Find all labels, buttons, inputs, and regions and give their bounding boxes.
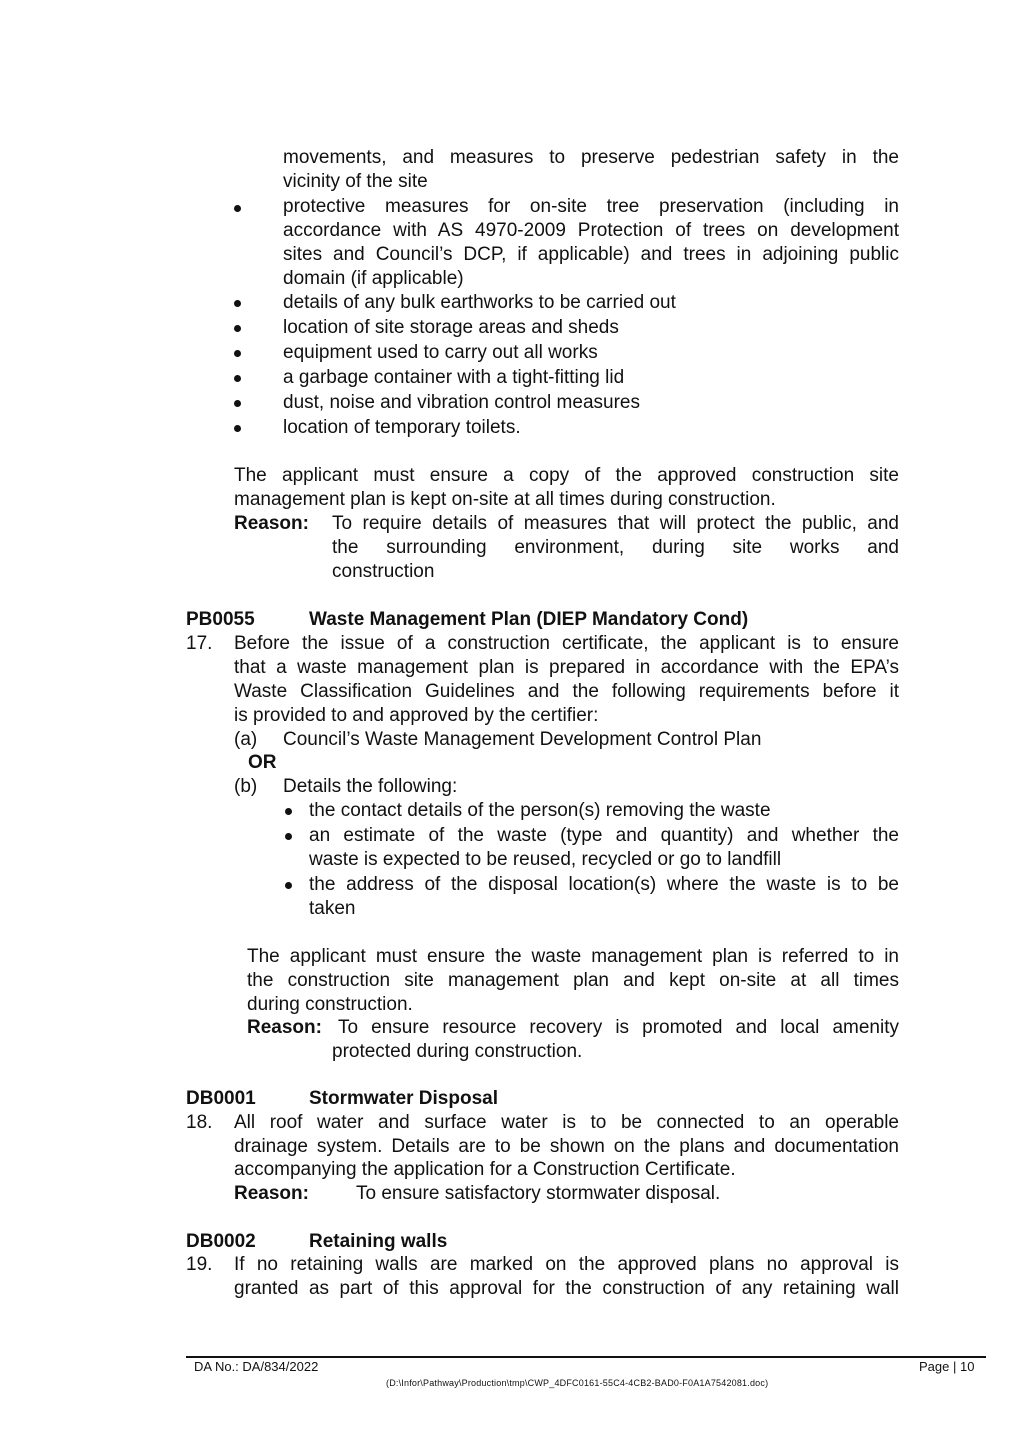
- paragraph-line: is provided to and approved by the certifier:: [234, 705, 599, 726]
- sub-item-text: Council’s Waste Management Development Control Plan: [283, 729, 762, 750]
- condition-code: DB0001: [186, 1088, 256, 1109]
- reason-text: the surrounding environment, during site works and: [332, 537, 899, 558]
- intro-line: vicinity of the site: [283, 171, 428, 192]
- condition-number: 18.: [186, 1112, 213, 1133]
- condition-title: Waste Management Plan (DIEP Mandatory Cond): [309, 609, 749, 630]
- reason-text: To ensure resource recovery is promoted and local amenity: [338, 1017, 899, 1038]
- list-item-text: waste is expected to be reused, recycled or go to landfill: [309, 849, 782, 870]
- paragraph-line: If no retaining walls are marked on the approved plans no approval is: [234, 1254, 899, 1275]
- footer-page-number: Page | 10: [919, 1359, 975, 1374]
- condition-number: 19.: [186, 1254, 213, 1275]
- list-item-text: accordance with AS 4970-2009 Protection of trees on development: [283, 220, 899, 241]
- bullet-icon: [234, 375, 241, 382]
- paragraph-line: The applicant must ensure a copy of the approved construction site: [234, 465, 899, 486]
- reason-text: protected during construction.: [332, 1041, 583, 1062]
- sub-item-label: (a): [234, 729, 258, 750]
- paragraph-line: drainage system. Details are to be shown on the plans and documentation: [234, 1136, 899, 1157]
- bullet-icon: [234, 325, 241, 332]
- paragraph-line: accompanying the application for a Construction Certificate.: [234, 1159, 736, 1180]
- bullet-icon: [285, 808, 292, 815]
- footer-file-path: (D:\Infor\Pathway\Production\tmp\CWP_4DFC0161-55C4-4CB2-BAD0-F0A1A7542081.doc): [386, 1378, 769, 1388]
- list-item-text: sites and Council’s DCP, if applicable) and trees in adjoining public: [283, 244, 899, 265]
- bullet-icon: [285, 833, 292, 840]
- condition-number: 17.: [186, 633, 213, 654]
- list-item-text: taken: [309, 898, 356, 919]
- footer-da-number: DA No.: DA/834/2022: [194, 1359, 319, 1374]
- footer-divider: [186, 1356, 986, 1358]
- paragraph-line: during construction.: [247, 994, 413, 1015]
- list-item-text: location of temporary toilets.: [283, 417, 521, 438]
- bullet-icon: [234, 400, 241, 407]
- list-item-text: details of any bulk earthworks to be carried out: [283, 292, 676, 313]
- sub-item-text: Details the following:: [283, 776, 458, 797]
- condition-title: Retaining walls: [309, 1231, 448, 1252]
- bullet-icon: [234, 205, 241, 212]
- paragraph-line: The applicant must ensure the waste management plan is referred to in: [247, 946, 899, 967]
- list-item-text: equipment used to carry out all works: [283, 342, 598, 363]
- reason-label: Reason:: [234, 1183, 309, 1204]
- paragraph-line: All roof water and surface water is to be connected to an operable: [234, 1112, 899, 1133]
- bullet-icon: [234, 350, 241, 357]
- paragraph-line: Before the issue of a construction certificate, the applicant is to ensure: [234, 633, 899, 654]
- reason-label: Reason:: [234, 513, 309, 534]
- sub-item-label: (b): [234, 776, 258, 797]
- bullet-icon: [234, 425, 241, 432]
- reason-label: Reason:: [247, 1017, 322, 1038]
- list-item-text: dust, noise and vibration control measures: [283, 392, 640, 413]
- paragraph-line: the construction site management plan and kept on-site at all times: [247, 970, 899, 991]
- or-label: OR: [248, 752, 277, 773]
- bullet-icon: [234, 300, 241, 307]
- paragraph-line: Waste Classification Guidelines and the following requirements before it: [234, 681, 899, 702]
- list-item-text: the address of the disposal location(s) where the waste is to be: [309, 874, 899, 895]
- list-item-text: location of site storage areas and sheds: [283, 317, 619, 338]
- condition-title: Stormwater Disposal: [309, 1088, 498, 1109]
- condition-code: PB0055: [186, 609, 255, 630]
- list-item-text: protective measures for on-site tree preservation (including in: [283, 196, 899, 217]
- paragraph-line: that a waste management plan is prepared in accordance with the EPA’s: [234, 657, 899, 678]
- reason-text: To require details of measures that will protect the public, and: [332, 513, 899, 534]
- list-item-text: an estimate of the waste (type and quantity) and whether the: [309, 825, 899, 846]
- list-item-text: the contact details of the person(s) removing the waste: [309, 800, 771, 821]
- condition-code: DB0002: [186, 1231, 256, 1252]
- bullet-icon: [285, 882, 292, 889]
- intro-line: movements, and measures to preserve pedestrian safety in the: [283, 147, 899, 168]
- paragraph-line: management plan is kept on-site at all times during construction.: [234, 489, 776, 510]
- reason-text: construction: [332, 561, 435, 582]
- list-item-text: domain (if applicable): [283, 268, 464, 289]
- list-item-text: a garbage container with a tight-fitting lid: [283, 367, 625, 388]
- reason-text: To ensure satisfactory stormwater disposal.: [356, 1183, 721, 1204]
- paragraph-line: granted as part of this approval for the construction of any retaining wall: [234, 1278, 899, 1299]
